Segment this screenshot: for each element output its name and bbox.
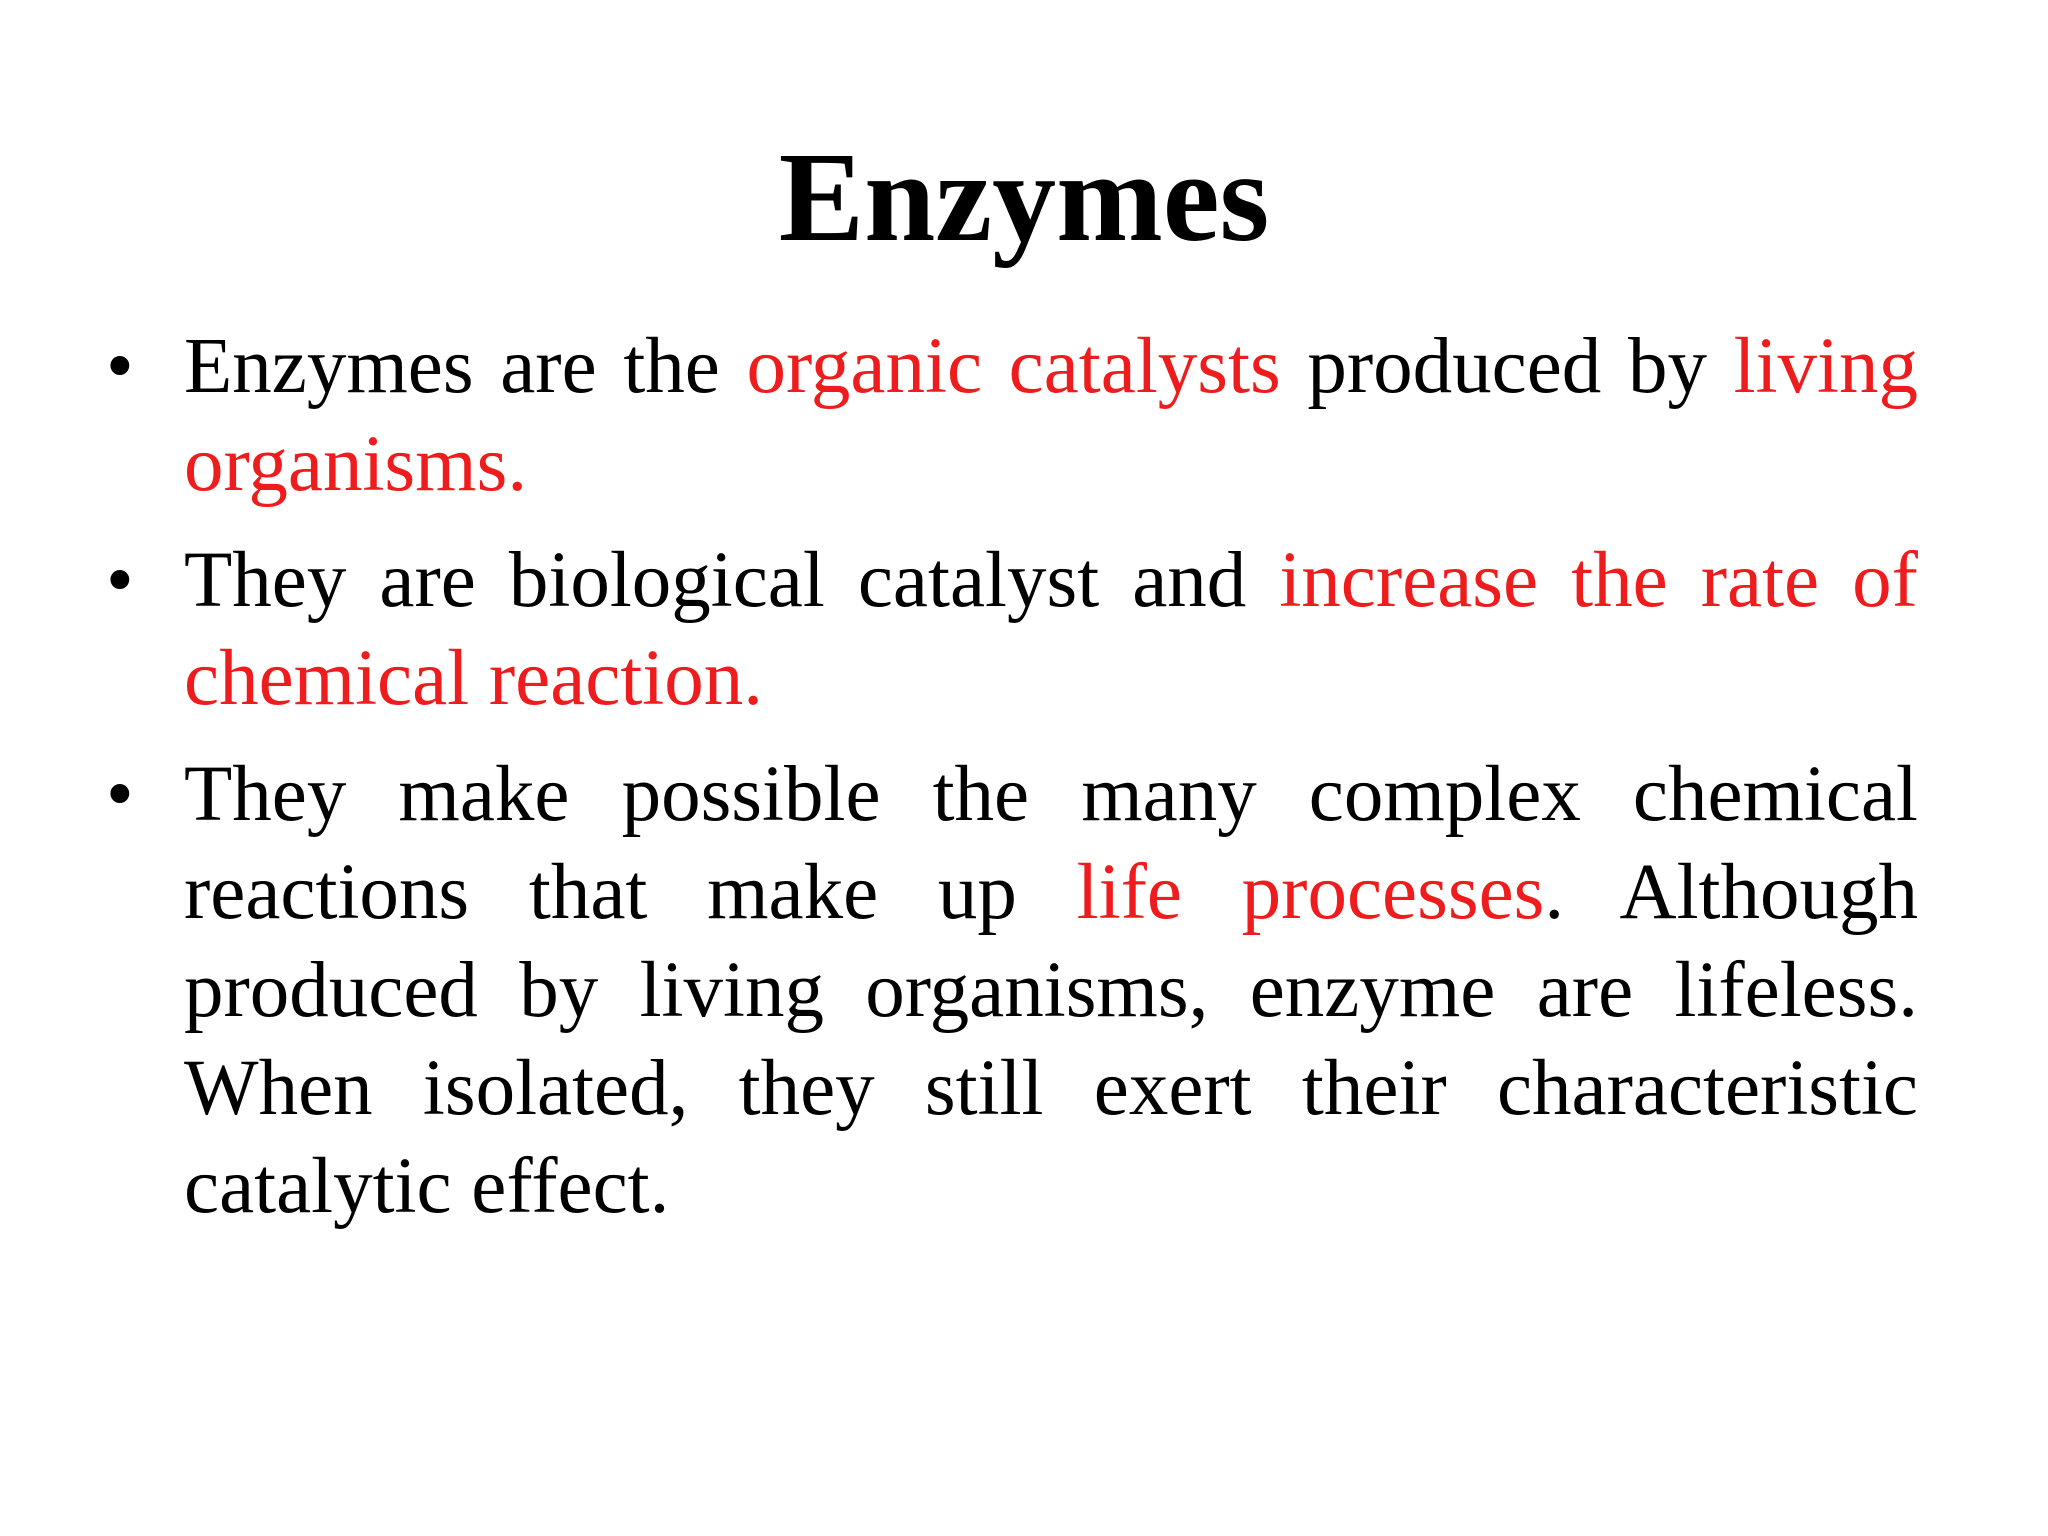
bullet-dot-icon: • (106, 323, 134, 410)
highlighted-text: organic catalysts (746, 323, 1281, 410)
highlighted-text: life processes (1076, 849, 1545, 936)
bullet-text: They make possible the many complex chemical reactions that make up (184, 751, 1918, 936)
bullet-text: produced by (1280, 323, 1734, 410)
bullet-item (106, 532, 1918, 728)
bullet-item (106, 746, 1919, 1236)
highlighted-text: increase the rate of chemical reaction. (184, 537, 1918, 722)
bullet-list (106, 318, 1919, 1254)
bullet-dot-icon: • (106, 751, 134, 838)
bullet-text: They are biological catalyst and (184, 537, 1280, 624)
bullet-dot-icon: • (106, 537, 134, 624)
bullet-text: . Although produced by living organisms, enzyme are lifeless. When isolated, they still exert their characteristic catalytic effect. (184, 849, 1919, 1230)
bullet-text: Enzymes are the (184, 323, 747, 410)
bullet-item (106, 318, 1919, 514)
highlighted-text: living organisms. (184, 323, 1919, 508)
slide-title: Enzymes (778, 126, 1270, 268)
